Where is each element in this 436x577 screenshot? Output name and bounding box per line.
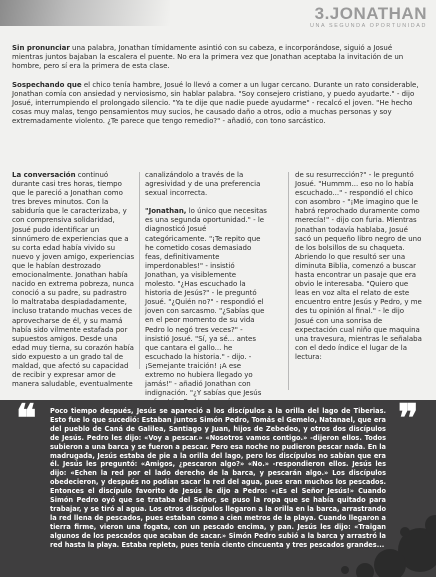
column-1 [12,171,135,389]
paragraph-lead: Sin pronunciar [12,44,70,52]
column-lead: La conversación [12,171,76,179]
column-text: continuó durante casi tres horas, tiempo que le pareció a Jonathan como tres breves minutos. Con la sabiduría que le caracterizaba, y con comprensiva solidaridad, Josué pudo identificar un sinnúmero de experiencias que a su corta edad había vivido su nuevo y joven amigo, experiencias que le habían destrozado emocionalmente. Jonathan había nacido en extrema pobreza, nunca conoció a su padre, su padrastro lo maltrataba despiadadamente, incluso tratando muchas veces de aprovecharse de él, y su mamá había sido vilmente estafada por supuestos amigos. Desde una edad muy tierna, su corazón había sido expuesto a un grado tal de maldad, que afectó su capacidad de recibir y expresar amor de manera saludable, eventualmente [12,171,135,389]
chapter-subtitle: UNA SEGUNDA OPORTUNIDAD [310,23,427,29]
chapter-title: 3.JONATHAN [314,4,427,23]
column-text: canalizándolo a través de la agresividad y de una preferencia sexual incorrecta. [145,171,261,198]
paragraph-text: el chico tenía hambre, Josué lo llevó a comer a un lugar cercano. Durante un rato considerable, Jonathan comía con ansiedad y nerviosismo, sin hablar palabra. "Soy consejero cristiano, y puedo ayudarte." - dijo Josué, interrumpiendo el prolongado silencio. "Ya te dije que nadie puede ayudarme" - recalcó el joven. "He hecho cosas muy malas, tengo pensamientos muy sucios, he causado daño a otros, odio a muchas personas y soy extremadamente violento. ¿Te parece que tengo remedio?" - añadió, con tono sarcástico. [12,81,419,125]
column-text: lo único que necesitas es una segunda oportunidad." - le diagnosticó Josué categóricamente. "¡Te repito que he cometido cosas demasiado feas, definitivamente imperdonables!" - insistió Jonathan, ya visiblemente molesto. "¿Has escuchado la historia de Jesús?" - le preguntó Josué. "¿Quién no?" - respondió el joven con sarcasmo. "¿Sabías que en el peor momento de su vida Pedro lo negó tres veces?" - insistió Josué. "Sí, ya sé... antes que cantara el gallo... he escuchado la historia." - dijo. - ¡Semejante traición! ¡A ese extremo no hubiera llegado yo jamás!" - añadió Jonathan con indignación. "¿Y sabías que Jesús [145,207,267,398]
column-lead: "Jonathan, [145,207,187,216]
column-text: de su resurrección?" - le preguntó Josué. "Hummm... eso no lo había escuchado..." - respondió el chico con asombro - "¡Me imagino que le habrá reprochado duramente como merecía!" - dijo con furia. Mientras Jonathan todavía hablaba, Josué sacó un pequeño libro negro de uno de los bolsillos de su chaqueta. Abriendo lo que resultó ser una diminuta Biblia, comenzó a buscar hasta encontrar un pasaje que era obvio le interesaba. "Quiero que leas en voz alta el relato de este encuentro entre Jesús y Pedro, y me des tu opinión al final." - le dijo Josué con una sonrisa de expectación cual niño que maquina una travesura, mientras le señalaba con el dedo índice el lugar de la lectura: [295,171,422,361]
intro-paragraph-1 [12,44,425,71]
intro-paragraph-2 [12,81,425,126]
close-quote-icon: ❞ [398,398,419,440]
chapter-header [310,5,427,30]
column-2 [145,171,268,407]
column-paragraph [145,207,268,407]
open-quote-icon: ❝ [16,398,37,440]
paragraph-text: una palabra, Jonathan tímidamente asintió con su cabeza, e incorporándose, siguió a Josué mientras juntos bajaban la escalera el puente. No era la primera vez que Jonathan aceptaba la invitación de un hombre, pero sí era la primera de esta clase. [12,44,404,70]
paragraph-lead: Sospechando que [12,81,82,89]
column-divider-1 [139,172,140,369]
column-3 [295,171,423,362]
scripture-quote-text: Poco tiempo después, Jesús se apareció a los discípulos a la orilla del lago de Tiberias. Esto fue lo que sucedió: Estaban juntos Simón Pedro, Tomás el Gemelo, Natanael, que era del pueblo de Caná de Galilea, Santiago y Juan, hijos de Zebedeo, y otros dos discípulos de Jesús. Pedro les dijo: «Voy a pescar.» «Nosotros vamos contigo.» -dijeron ellos. Todos subieron a una barca y se fueron a pescar. Pero esa noche no pudieron pescar nada. En la madrugada, Jesús estaba de pie a la orilla del lago, pero los discípulos no sabían que era él. Jesús les preguntó: «Amigos, ¿pescaron algo?» «No.» -respondieron ellos. Jesús les dijo: «Echen la red por el lado derecho de la barca, y pescarán algo.» Los discípulos obedecieron, y después no podían sacar la red del agua, pues eran muchos los pescados. Entonces el discípulo favorito de Jesús le dijo a Pedro: «¡Es el Señor Jesús!» Cuando Simón Pedro oyó que se trataba del Señor, se puso la ropa que se había quitado para trabajar, y se tiró al agua. Los otros discípulos llegaron a la orilla en la barca, arrastrando la red llena de pescados, pues estaban como a cien metros de la playa. Cuando llegaron a tierra firme, vieron una fogata, con un pescado encima, y pan. Jesús les dijo: «Traigan algunos de los pescados que acaban de sacar.» Simón Pedro subió a la barca y arrastró la red hasta la playa. Estaba repleta, pues tenía ciento cincuenta y tres pescados grandes... [50,407,386,549]
corner-gradient-decoration [0,0,170,26]
column-divider-2 [288,172,289,390]
